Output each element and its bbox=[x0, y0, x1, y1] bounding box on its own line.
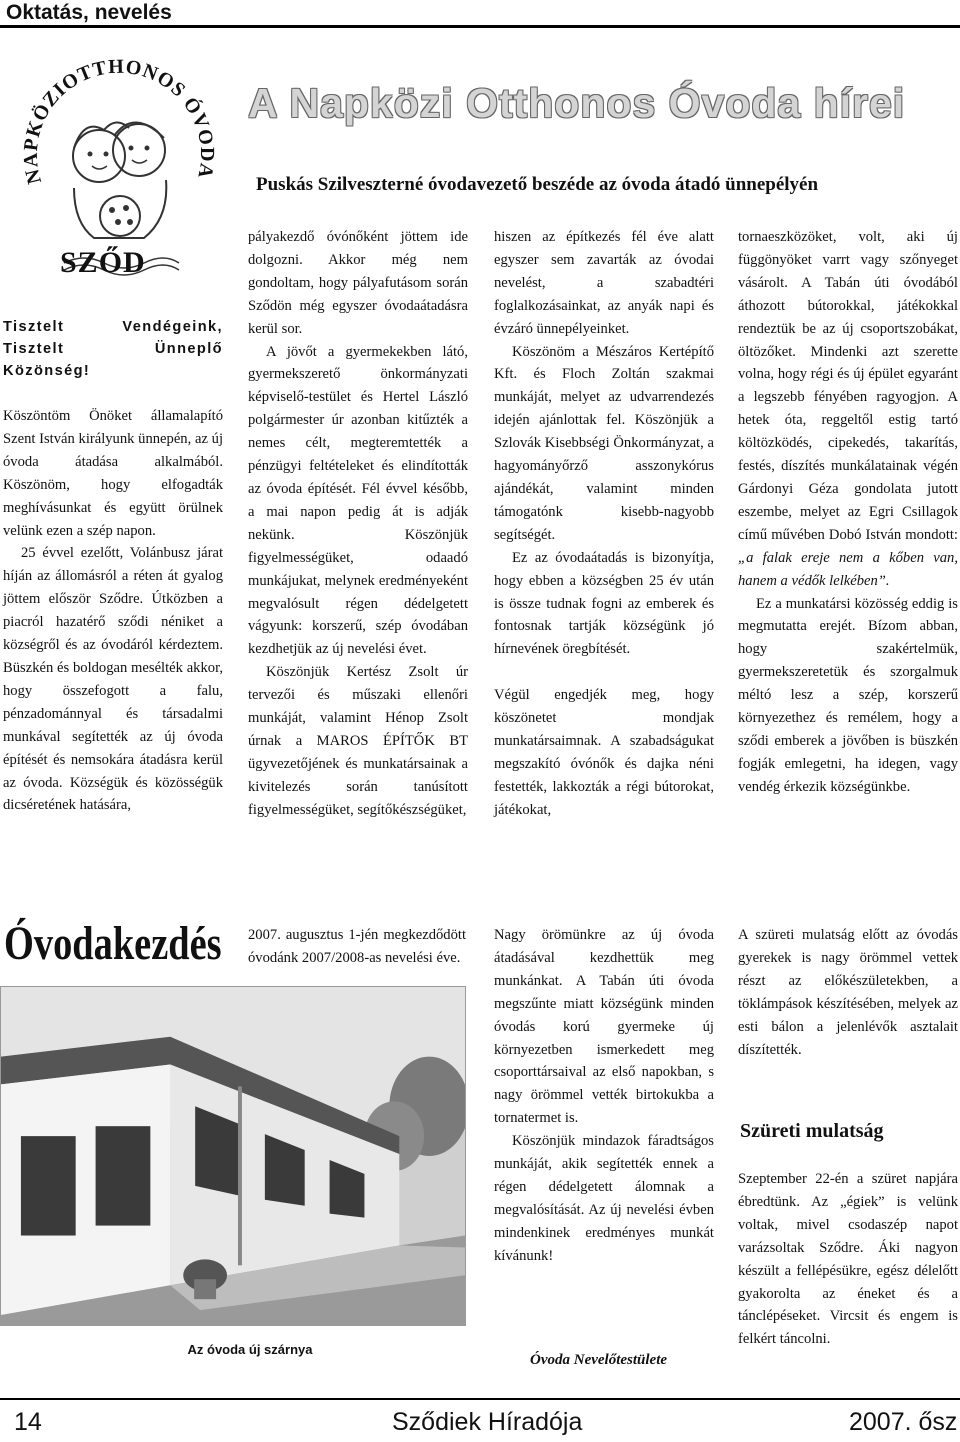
ovodakezdes-column-3 bbox=[494, 924, 714, 1268]
photo-caption: Az óvoda új szárnya bbox=[150, 1340, 350, 1359]
section-header bbox=[0, 0, 960, 28]
szureti-title: Szüreti mulatság bbox=[740, 1120, 884, 1142]
paragraph: Ez a munkatársi közösség eddig is megmutatta erejét. Bízom abban, hogy szakértelmük, gyermekszeretetük és szorgalmuk méltó lesz a szép, korszerű környezethez és remélem, hogy a sződi emberek a jövőben is büszkén fogják emlegetni, ha idegen, vagy vendég érkezik községünkbe. bbox=[738, 595, 958, 795]
signature: Óvoda Nevelőtestülete bbox=[530, 1352, 668, 1368]
logo-town: SZŐD bbox=[60, 246, 146, 279]
article-subtitle: Puskás Szilveszterné óvodavezető beszéde az óvoda átadó ünnepélyén bbox=[256, 174, 819, 195]
paragraph: 25 évvel ezelőtt, Volánbusz járat híján az állomásról a réten át gyalog jöttem először Sződre. Útközben a piacról hazatérő sződi néniket a községről és az óvodáról kérdeztem. Büszkén és boldogan mesélték akkor, hogy összefogott a falu, pénzadománnyal és társadalmi munkával segítették az új óvoda építését és nemsokára átadásra kerül az óvoda. Községük és közösségük dicséretének hatására, bbox=[3, 545, 223, 814]
paragraph: Ez az óvodaátadás is bizonyítja, hogy ebben a községben 25 év után is össze tudnak fogni az emberek és fontosnak tartják községünk jó hírnevének öregbítését. bbox=[494, 549, 714, 658]
quote: „a falak ereje nem a kőben van, hanem a védők lelkében”. bbox=[738, 549, 958, 589]
building-photo-icon bbox=[1, 987, 465, 1325]
article-title: A Napközi Otthonos Óvoda hírei bbox=[248, 80, 906, 126]
paragraph: Köszönjük Kertész Zsolt úr tervezői és műszaki ellenőri munkáját, valamint Hénop Zsolt úrnak a MAROS ÉPÍTŐK BT ügyvezetőjének és munkatársainak a kivitelezés során tanúsított figyelmességüket, segítőkészségüket, bbox=[248, 664, 468, 818]
ovodakezdes-column-4 bbox=[738, 924, 958, 1061]
paragraph: Köszönöm a Mészáros Kertépítő Kft. és Floch Zoltán szakmai munkáját, melyet az udvarrendezés idején ajánlottak fel. Köszönjük a Szlovák Kisebbségi Önkormányzat, a hagyományőrző asszonykórus ajándékát, valamint minden támogatónk kisebb-nagyobb segítségét. bbox=[494, 343, 714, 543]
article-column-1 bbox=[3, 316, 223, 817]
paragraph: Szeptember 22-én a szüret napjára ébredtünk. Az „égiek” is velünk voltak, mivel csodaszép napot varázsoltak Sződre. Áki nagyon készült a fellépésükre, egész délelőtt gyakorolta az éneket és a tánclépéseket. Vircsit és engem is felkért táncolni. bbox=[738, 1171, 958, 1348]
new-wing-photo bbox=[0, 986, 466, 1326]
article-column-2 bbox=[248, 226, 468, 822]
page-number: 14 bbox=[14, 1408, 42, 1436]
ovodakezdes-title: Óvodakezdés bbox=[4, 917, 222, 970]
paragraph-text: tornaeszközöket, volt, aki új függönyöket varrt vagy szőnyeget vásárolt. A Tabán úti óvodából áthozott bútorokkal, játékokkal rendeztük be az új csoportszobákat, öltözőket. Mindenki azt szerette volna, hogy régi és új épület egyaránt a legszebb fényében ragyogjon. A hetek óta, reggeltől estig tartó költözködés, cipekedés, takarítás, festés, díszítés munkálatainak végén Gárdonyi Géza gondolata jutott eszembe, melyet az Egri Csillagok című művében Dobó István mondott: bbox=[738, 229, 958, 543]
paragraph: A szüreti mulatság előtt az óvodás gyerekek is nagy örömmel vettek részt az előkészületekben, a töklámpások készítésében, melyek az esti bálon a jelenlévők asztalait díszítették. bbox=[738, 927, 958, 1058]
header-rule bbox=[0, 25, 960, 28]
paragraph: Köszönjük mindazok fáradtságos munkáját, akik segítették ennek a régen dédelgetett álomnak a megvalósítását. Az új nevelési évben mindenkinek eredményes munkát kívánunk! bbox=[494, 1133, 714, 1264]
logo-ring-text: NAPKÖZIOTTHONOS ÓVODA bbox=[19, 55, 219, 187]
issue-label: 2007. ősz bbox=[849, 1408, 958, 1436]
paragraph: Nagy örömünkre az új óvoda átadásával kezdhettük meg munkánkat. A Tabán úti óvoda megszűnte miatt községünk minden óvodás korú gyermeke új környezetben ismerkedett meg csoporttársaival az első napokban, s nagy örömmel vették birtokukba a tornatermet is. bbox=[494, 927, 714, 1127]
paragraph bbox=[738, 226, 958, 593]
paragraph: Köszöntöm Önöket államalapító Szent István királyunk ünnepén, az új óvoda átadása alkalmából. Köszönöm, hogy elfogadták meghívásunkat és együtt örülnek velünk ezen a szép napon. bbox=[3, 408, 223, 539]
ovodakezdes-intro bbox=[248, 924, 466, 970]
paragraph: Végül engedjék meg, hogy köszönetet mondjak munkatársaimnak. A szabadságukat megszakító óvónők és dajka néni festették, lakkozták a régi bútorokat, játékokat, bbox=[494, 687, 714, 818]
paragraph: pályakezdő óvónőként jöttem ide dolgozni. Akkor még nem gondoltam, hogy pályafutásom során Sződön még egyszer óvodaátadásra kerül sor. bbox=[248, 229, 468, 337]
szureti-text bbox=[738, 1168, 958, 1351]
article-column-4 bbox=[738, 226, 958, 799]
paragraph: 2007. augusztus 1-jén megkezdődött óvodánk 2007/2008-as nevelési éve. bbox=[248, 927, 466, 966]
paragraph: hiszen az építkezés fél éve alatt egyszer sem zavarták az óvodai nevelést, a szabadtéri foglalkozásainkat, az anyák napi és évzáró ünnepélyeinket. bbox=[494, 229, 714, 337]
section-title: Oktatás, nevelés bbox=[6, 1, 172, 24]
paragraph: A jövőt a gyermekekben látó, gyermekszerető önkormányzati képviselő-testület és Hertel László polgármester úr azonban kitűzték a nemes célt, megteremtették a pénzügyi feltételeket és elindították az óvoda építését. Fél évvel később, a mai napon pedig át is adják nekünk. Köszönjük figyelmességüket, odaadó munkájukat, melynek eredményeként megvalósult régen dédelgetett vágyunk: korszerű, szép óvodában kezdhetjük az új nevelési évet. bbox=[248, 343, 468, 658]
footer-rule bbox=[0, 1398, 960, 1400]
greeting: Tisztelt Vendégeink, Tisztelt Ünneplő Közönség! bbox=[3, 319, 223, 379]
article-column-3 bbox=[494, 226, 714, 822]
publication-name: Sződiek Híradója bbox=[392, 1408, 583, 1436]
